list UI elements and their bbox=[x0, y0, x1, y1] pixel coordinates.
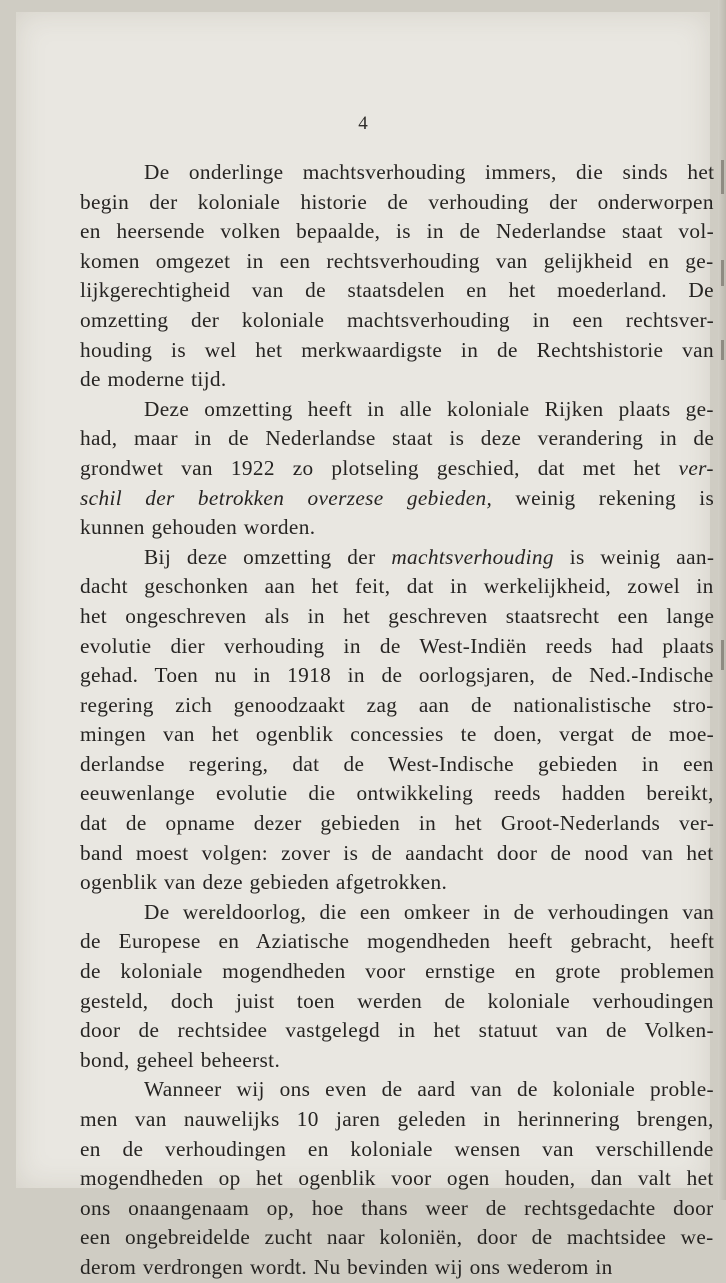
line-text: De onderlinge machtsverhouding immers, die sinds het bbox=[144, 160, 715, 184]
text-line bbox=[80, 1075, 714, 1105]
line-text: komen omgezet in een rechtsverhouding van gelijkheid en ge- bbox=[80, 248, 714, 273]
text-line bbox=[80, 306, 714, 336]
edge-mark bbox=[721, 260, 724, 286]
line-text: gesteld, doch juist toen werden de koloniale verhoudingen bbox=[80, 988, 714, 1013]
line-text: evolutie dier verhouding in de West-Indiën reeds had plaats bbox=[80, 633, 715, 658]
line-text: de Europese en Aziatische mogendheden heeft gebracht, heeft bbox=[80, 929, 715, 954]
line-text: de moderne tijd. bbox=[80, 367, 227, 392]
text-line bbox=[80, 395, 714, 425]
text-line bbox=[80, 276, 714, 306]
text-line bbox=[80, 720, 714, 750]
italic-emphasis: schil der betrokken overzese gebieden, bbox=[80, 485, 493, 510]
text-line bbox=[80, 632, 714, 662]
line-text: band moest volgen: zover is de aandacht door de nood van het bbox=[80, 840, 714, 865]
book-page bbox=[16, 12, 715, 1279]
text-line bbox=[80, 868, 714, 898]
text-line bbox=[80, 1223, 714, 1253]
line-text: men van nauwelijks 10 jaren geleden in herinnering brengen, bbox=[80, 1107, 714, 1131]
text-line bbox=[80, 957, 714, 987]
body-text bbox=[80, 158, 714, 1283]
text-line bbox=[80, 1194, 714, 1224]
line-text: derlandse regering, dat de West-Indische gebieden in een bbox=[80, 751, 714, 776]
text-line bbox=[80, 217, 714, 247]
edge-mark bbox=[721, 160, 724, 194]
line-text: regering zich genoodzaakt zag aan de nationalistische stro- bbox=[80, 692, 714, 717]
text-line bbox=[80, 691, 714, 721]
text-line bbox=[80, 839, 714, 869]
text-line bbox=[80, 809, 714, 839]
line-text: begin der koloniale historie de verhouding der onderworpen bbox=[80, 189, 714, 214]
text-line bbox=[80, 779, 714, 809]
text-line bbox=[80, 365, 714, 395]
text-line bbox=[80, 602, 714, 632]
line-text: dat de opname dezer gebieden in het Groot-Nederlands ver- bbox=[80, 811, 715, 836]
italic-emphasis: machtsverhouding bbox=[391, 544, 554, 569]
text-line bbox=[80, 247, 714, 277]
line-text: het ongeschreven als in het geschreven staatsrecht een lange bbox=[80, 603, 715, 628]
line-text: had, maar in de Nederlandse staat is deze verandering in de bbox=[80, 426, 715, 451]
text-line bbox=[80, 188, 714, 218]
text-line bbox=[80, 750, 714, 780]
line-text: bond, geheel beheerst. bbox=[80, 1047, 281, 1072]
line-text: dacht geschonken aan het feit, dat in werkelijkheid, zowel in bbox=[80, 574, 714, 599]
text-line bbox=[80, 484, 714, 514]
text-line bbox=[80, 543, 714, 573]
text-line bbox=[80, 424, 714, 454]
line-text: kunnen gehouden worden. bbox=[80, 515, 316, 540]
line-text: grondwet van 1922 zo plotseling geschied, dat met het bbox=[80, 455, 679, 480]
italic-emphasis: ver- bbox=[678, 455, 714, 480]
line-text: gehad. Toen nu in 1918 in de oorlogsjaren, de Ned.-Indische bbox=[80, 663, 714, 688]
line-text: mingen van het ogenblik concessies te doen, vergat de moe- bbox=[80, 722, 715, 747]
text-line bbox=[80, 927, 714, 957]
text-line bbox=[80, 158, 714, 188]
text-line bbox=[80, 454, 714, 484]
text-line bbox=[80, 1016, 714, 1046]
text-line bbox=[80, 1135, 714, 1165]
line-text: ogenblik van deze gebieden afgetrokken. bbox=[80, 870, 448, 895]
page-number: 4 bbox=[358, 113, 368, 134]
edge-mark bbox=[721, 340, 724, 360]
line-text: door de rechtsidee vastgelegd in het statuut van de Volken- bbox=[80, 1018, 714, 1043]
line-text: houding is wel het merkwaardigste in de Rechtshistorie van bbox=[80, 337, 714, 362]
line-text: omzetting der koloniale machtsverhouding in een rechtsver- bbox=[80, 307, 715, 332]
line-text: weinig rekening is bbox=[492, 485, 715, 510]
text-line bbox=[80, 572, 714, 602]
line-text: ons onaangenaam op, hoe thans weer de rechtsgedachte door bbox=[80, 1195, 714, 1220]
line-text: is weinig aan- bbox=[553, 544, 715, 569]
line-text: en de verhoudingen en koloniale wensen van verschillende bbox=[80, 1136, 714, 1161]
text-line bbox=[80, 513, 714, 543]
line-text: De wereldoorlog, die een omkeer in de verhoudingen van bbox=[144, 899, 715, 924]
text-line bbox=[80, 1105, 714, 1135]
line-text: eeuwenlange evolutie die ontwikkeling reeds hadden bereikt, bbox=[80, 781, 714, 806]
line-text: en heersende volken bepaalde, is in de Nederlandse staat vol- bbox=[80, 219, 715, 244]
line-text: een ongebreidelde zucht naar koloniën, door de machtsidee we- bbox=[80, 1225, 714, 1250]
text-line bbox=[80, 1164, 714, 1194]
line-text: Deze omzetting heeft in alle koloniale Rijken plaats ge- bbox=[144, 396, 714, 421]
text-line bbox=[80, 898, 714, 928]
text-line bbox=[80, 1253, 714, 1283]
line-text: Bij deze omzetting der bbox=[144, 544, 392, 569]
text-line bbox=[80, 336, 714, 366]
line-text: de koloniale mogendheden voor ernstige en grote problemen bbox=[80, 959, 715, 984]
text-line bbox=[80, 1046, 714, 1076]
line-text: derom verdrongen wordt. Nu bevinden wij ons wederom in bbox=[80, 1254, 613, 1279]
line-text: lijkgerechtigheid van de staatsdelen en het moederland. De bbox=[80, 278, 714, 303]
line-text: Wanneer wij ons even de aard van de koloniale proble- bbox=[144, 1077, 714, 1102]
page-edge-strip bbox=[718, 0, 726, 1200]
line-text: mogendheden op het ogenblik voor ogen houden, dan valt het bbox=[80, 1166, 714, 1191]
text-line bbox=[80, 661, 714, 691]
edge-mark bbox=[721, 640, 724, 670]
text-line bbox=[80, 987, 714, 1017]
